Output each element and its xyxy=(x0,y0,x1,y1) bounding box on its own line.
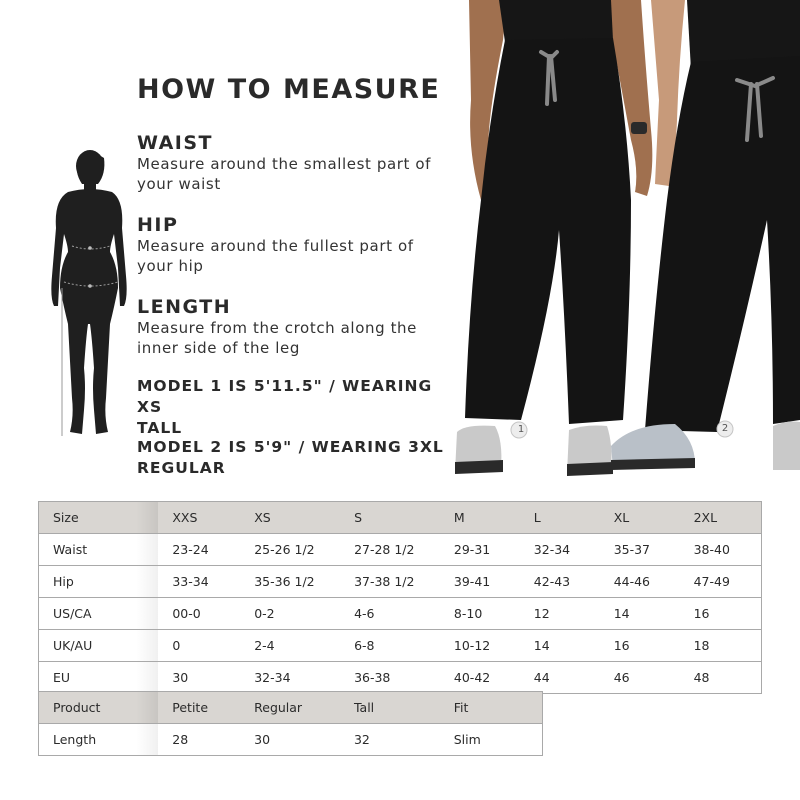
section-text-line: inner side of the leg xyxy=(137,339,300,357)
model-1-badge: 1 xyxy=(517,424,525,435)
table-cell: 42-43 xyxy=(520,566,600,598)
table-cell: 30 xyxy=(240,724,340,756)
header-cell: Tall xyxy=(340,692,440,724)
header-cell: XL xyxy=(600,502,680,534)
table-row xyxy=(39,724,543,756)
waist-section xyxy=(137,132,457,194)
table-cell: 29-31 xyxy=(440,534,520,566)
section-text-line: Measure around the smallest part of xyxy=(137,155,432,173)
table-cell: 44 xyxy=(520,662,600,694)
header-cell: M xyxy=(440,502,520,534)
table-cell: 14 xyxy=(600,598,680,630)
table-cell: 36-38 xyxy=(340,662,440,694)
table-cell: 32-34 xyxy=(520,534,600,566)
row-label: Waist xyxy=(39,534,159,566)
table-cell: 18 xyxy=(680,630,762,662)
model-1-figure xyxy=(455,0,652,476)
row-label: US/CA xyxy=(39,598,159,630)
header-cell: L xyxy=(520,502,600,534)
model-2-badge: 2 xyxy=(721,423,729,434)
table-cell: 46 xyxy=(600,662,680,694)
header-cell: 2XL xyxy=(680,502,762,534)
header-cell: Product xyxy=(39,692,159,724)
row-label: UK/AU xyxy=(39,630,159,662)
table-cell: 44-46 xyxy=(600,566,680,598)
model-info-line: TALL xyxy=(137,419,183,437)
table-cell: 27-28 1/2 xyxy=(340,534,440,566)
section-heading: LENGTH xyxy=(137,296,232,318)
section-heading: WAIST xyxy=(137,132,214,154)
table-cell: 16 xyxy=(600,630,680,662)
model-2-info xyxy=(137,437,457,479)
table-cell: 25-26 1/2 xyxy=(240,534,340,566)
table-cell: 8-10 xyxy=(440,598,520,630)
model-info-line: MODEL 1 IS 5'11.5" / WEARING XS xyxy=(137,377,433,416)
table-cell: 14 xyxy=(520,630,600,662)
table-row xyxy=(39,534,762,566)
table-cell: 33-34 xyxy=(158,566,240,598)
table-cell: 2-4 xyxy=(240,630,340,662)
body-silhouette-icon xyxy=(48,148,136,440)
table-cell: 10-12 xyxy=(440,630,520,662)
table-cell: 28 xyxy=(158,724,240,756)
section-text-line: Measure around the fullest part of xyxy=(137,237,414,255)
size-chart-table xyxy=(38,501,762,694)
header-cell: XS xyxy=(240,502,340,534)
header-cell: Size xyxy=(39,502,159,534)
section-text-line: Measure from the crotch along the xyxy=(137,319,417,337)
length-chart-header-row xyxy=(39,692,543,724)
table-cell: 39-41 xyxy=(440,566,520,598)
header-cell: Fit xyxy=(440,692,543,724)
table-cell: 30 xyxy=(158,662,240,694)
table-cell: 48 xyxy=(680,662,762,694)
header-cell: S xyxy=(340,502,440,534)
hip-section xyxy=(137,214,457,276)
table-cell: 37-38 1/2 xyxy=(340,566,440,598)
table-cell: 6-8 xyxy=(340,630,440,662)
header-cell: Regular xyxy=(240,692,340,724)
row-label: Hip xyxy=(39,566,159,598)
table-row xyxy=(39,566,762,598)
section-text-line: your waist xyxy=(137,175,221,193)
row-label: EU xyxy=(39,662,159,694)
section-text-line: your hip xyxy=(137,257,204,275)
table-cell: 40-42 xyxy=(440,662,520,694)
table-cell: 0-2 xyxy=(240,598,340,630)
table-cell: 35-37 xyxy=(600,534,680,566)
table-row xyxy=(39,598,762,630)
table-cell: 35-36 1/2 xyxy=(240,566,340,598)
model-info-line: MODEL 2 IS 5'9" / WEARING 3XL xyxy=(137,438,444,456)
size-chart-header-row xyxy=(39,502,762,534)
table-cell: 0 xyxy=(158,630,240,662)
model-1-info xyxy=(137,376,457,439)
page-title: HOW TO MEASURE xyxy=(137,74,441,105)
table-cell: 16 xyxy=(680,598,762,630)
table-cell: 38-40 xyxy=(680,534,762,566)
length-chart-table xyxy=(38,691,543,756)
table-cell: 4-6 xyxy=(340,598,440,630)
table-cell: 12 xyxy=(520,598,600,630)
table-cell: 00-0 xyxy=(158,598,240,630)
table-cell: 32-34 xyxy=(240,662,340,694)
model-info-line: REGULAR xyxy=(137,459,226,477)
table-cell: 32 xyxy=(340,724,440,756)
length-section xyxy=(137,296,457,358)
table-cell: 47-49 xyxy=(680,566,762,598)
section-heading: HIP xyxy=(137,214,179,236)
table-row xyxy=(39,630,762,662)
header-cell: XXS xyxy=(158,502,240,534)
table-cell: Slim xyxy=(440,724,543,756)
product-photo xyxy=(455,0,800,480)
table-cell: 23-24 xyxy=(158,534,240,566)
table-row xyxy=(39,662,762,694)
row-label: Length xyxy=(39,724,159,756)
header-cell: Petite xyxy=(158,692,240,724)
